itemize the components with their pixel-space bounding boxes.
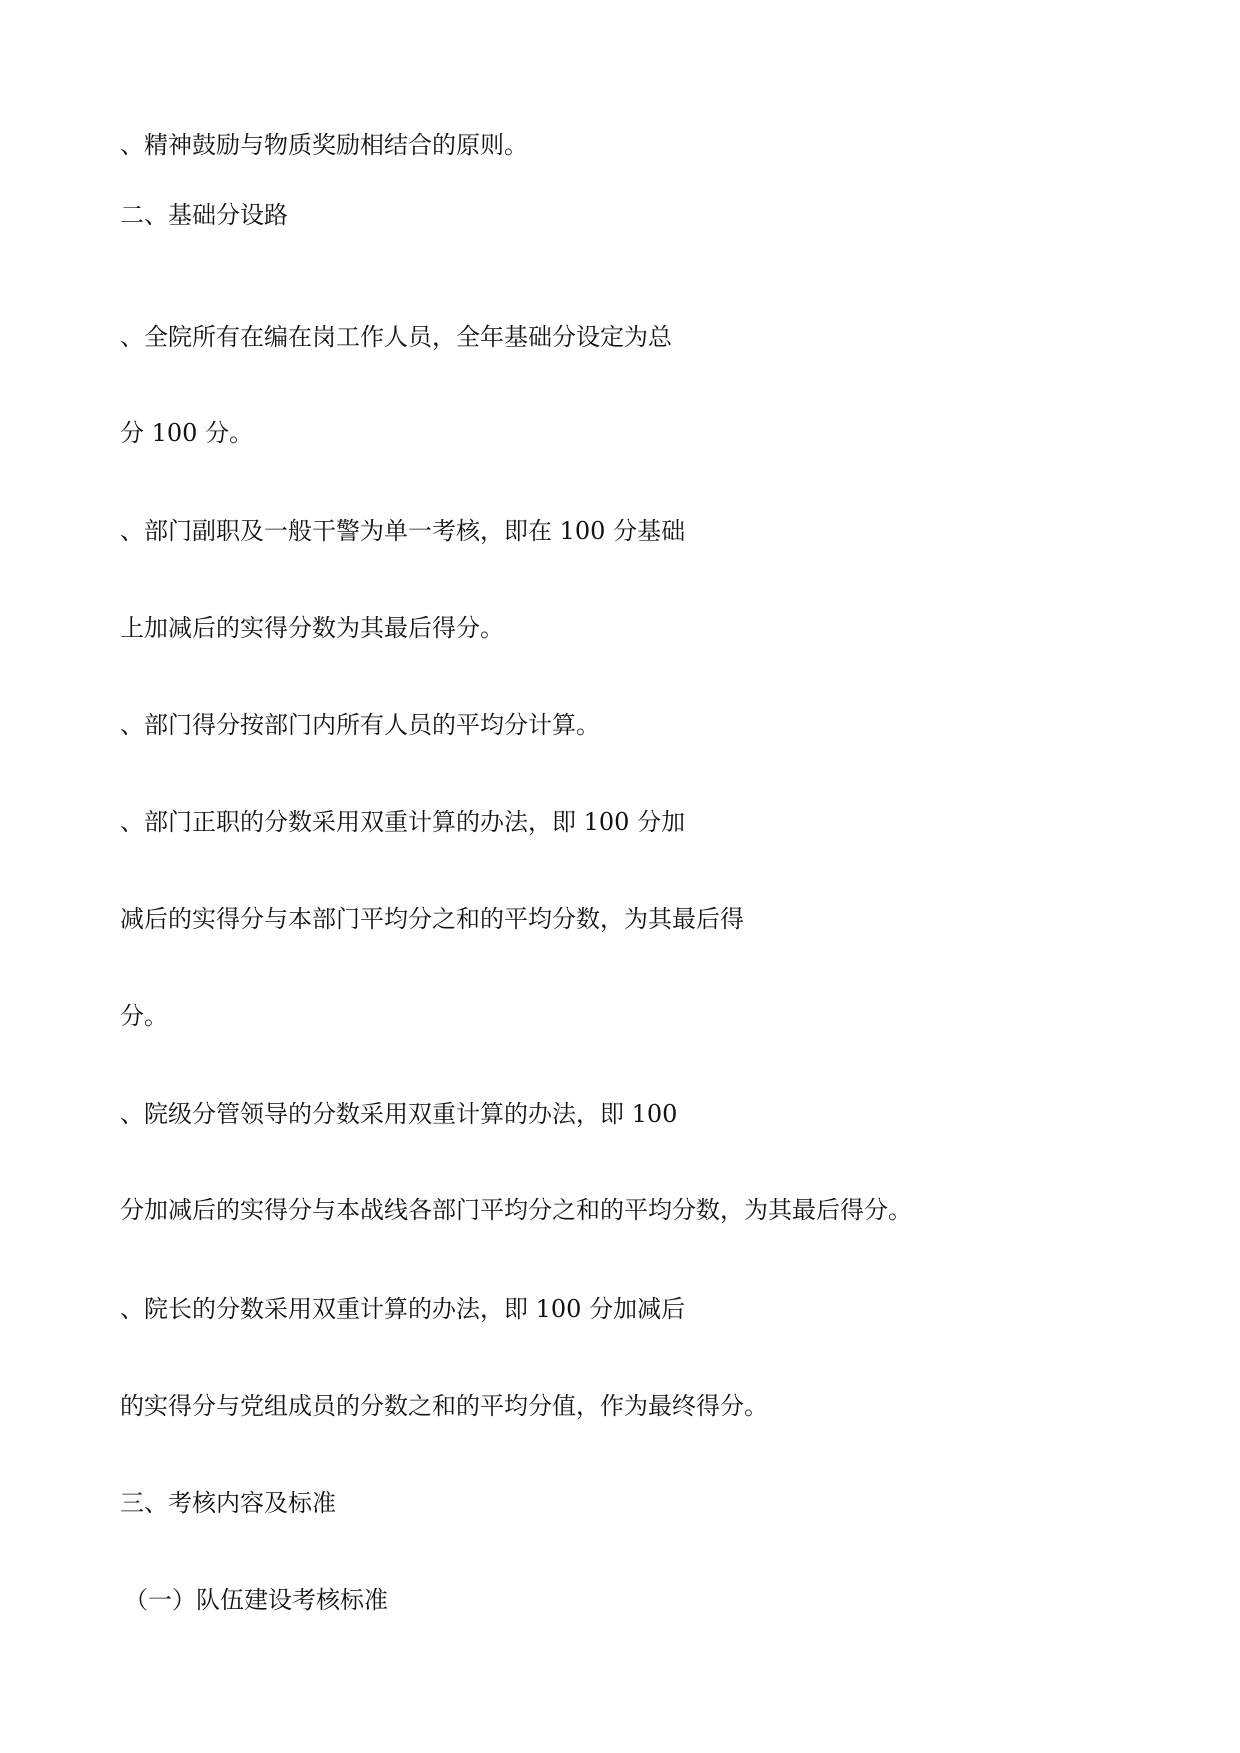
section-heading-3: 三、考核内容及标准 bbox=[120, 1489, 336, 1517]
subsection-heading: （一）队伍建设考核标准 bbox=[124, 1586, 388, 1614]
section-heading-2: 二、基础分设路 bbox=[120, 201, 288, 229]
paragraph-line: 、院级分管领导的分数采用双重计算的办法，即 100 bbox=[120, 1100, 678, 1128]
paragraph-line: 、部门正职的分数采用双重计算的办法，即 100 分加 bbox=[120, 808, 686, 836]
paragraph-line: 上加减后的实得分数为其最后得分。 bbox=[120, 614, 504, 642]
paragraph-line: 分。 bbox=[120, 1002, 168, 1030]
paragraph-line: 、全院所有在编在岗工作人员，全年基础分设定为总 bbox=[120, 323, 672, 351]
paragraph-line: 、部门副职及一般干警为单一考核，即在 100 分基础 bbox=[120, 517, 686, 545]
paragraph-line: 分 100 分。 bbox=[120, 419, 254, 447]
paragraph-line-principle: 、精神鼓励与物质奖励相结合的原则。 bbox=[120, 131, 528, 159]
paragraph-line: 的实得分与党组成员的分数之和的平均分值，作为最终得分。 bbox=[120, 1392, 768, 1420]
paragraph-line: 减后的实得分与本部门平均分之和的平均分数，为其最后得 bbox=[120, 905, 744, 933]
paragraph-line: 分加减后的实得分与本战线各部门平均分之和的平均分数，为其最后得分。 bbox=[120, 1196, 912, 1224]
paragraph-line: 、院长的分数采用双重计算的办法，即 100 分加减后 bbox=[120, 1295, 686, 1323]
paragraph-line: 、部门得分按部门内所有人员的平均分计算。 bbox=[120, 711, 600, 739]
